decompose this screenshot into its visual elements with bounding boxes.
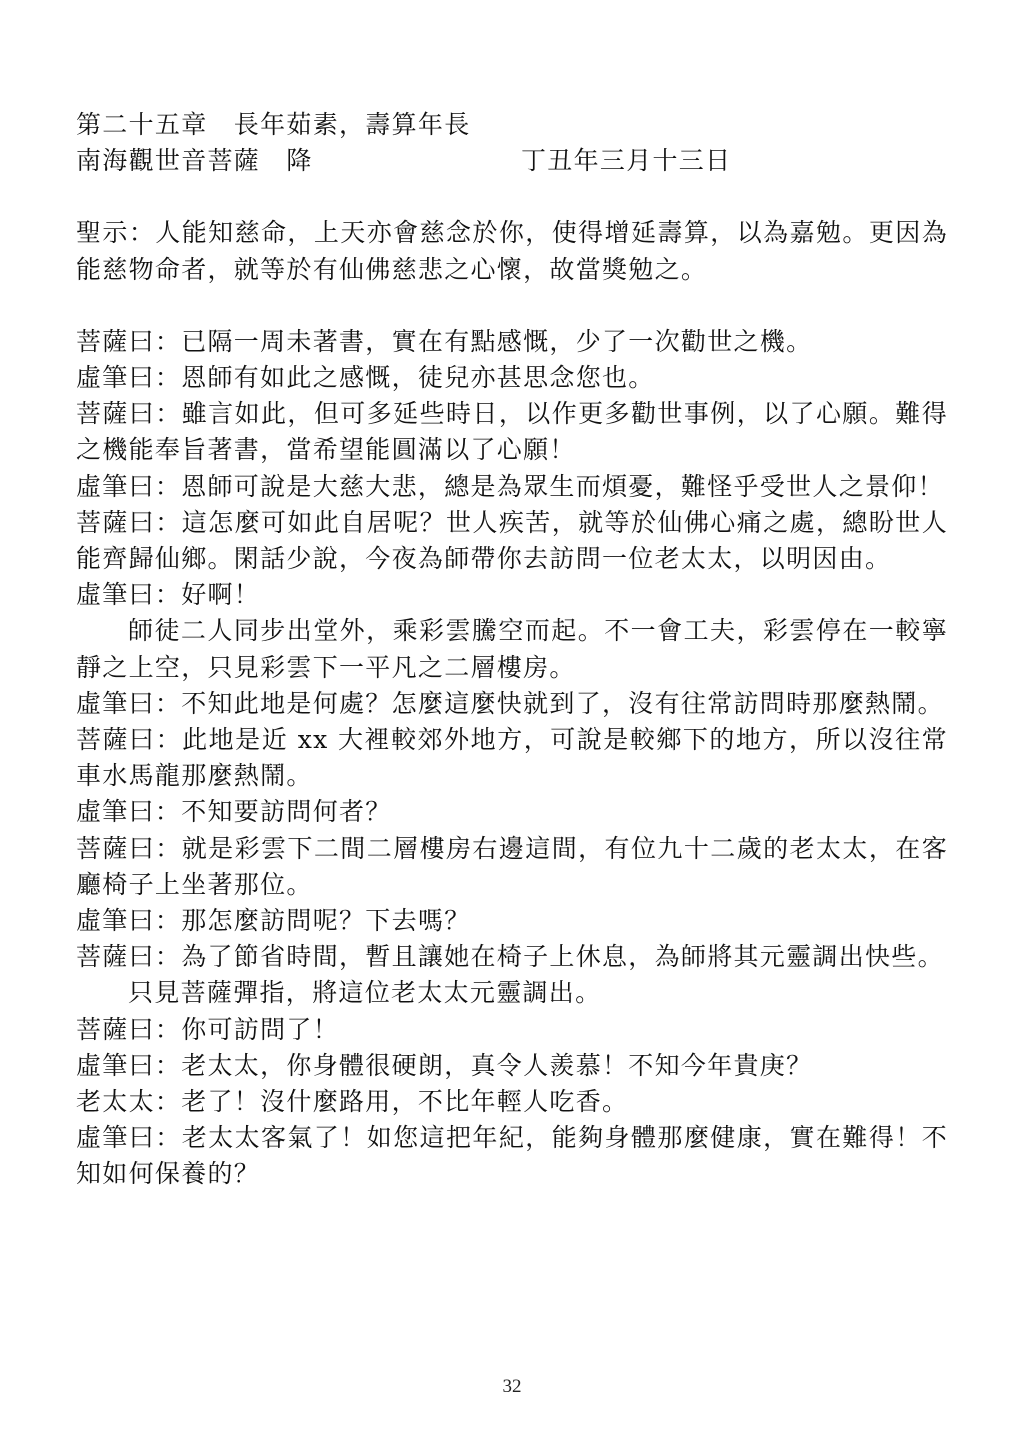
header-row <box>76 143 948 179</box>
paragraph: 虛筆曰：那怎麼訪問呢？下去嗎？ <box>76 906 471 936</box>
deity-name: 南海觀世音菩薩 降 <box>76 146 313 176</box>
paragraph: 菩薩曰：你可訪問了！ <box>76 1014 340 1044</box>
date: 丁丑年三月十三日 <box>521 146 732 176</box>
paragraph: 虛筆曰：不知此地是何處？怎麼這麼快就到了，沒有往常訪問時那麼熱鬧。 <box>76 688 944 718</box>
paragraph: 菩薩曰：此地是近 xx 大裡較郊外地方，可說是較鄉下的地方，所以沒往常車水馬龍那麼熱鬧。 <box>76 725 948 791</box>
spacer <box>76 288 948 324</box>
paragraph: 虛筆曰：老太太客氣了！如您這把年紀，能夠身體那麼健康，實在難得！不知如何保養的？ <box>76 1123 948 1189</box>
paragraph: 虛筆曰：恩師可說是大慈大悲，總是為眾生而煩憂，難怪乎受世人之景仰！ <box>76 471 944 501</box>
narration-paragraph: 只見菩薩彈指，將這位老太太元靈調出。 <box>128 978 602 1008</box>
document-body <box>76 107 948 1193</box>
paragraph: 虛筆曰：不知要訪問何者？ <box>76 797 392 827</box>
paragraph: 虛筆曰：老太太，你身體很硬朗，真令人羨慕！不知今年貴庚？ <box>76 1050 813 1080</box>
paragraph: 虛筆曰：好啊！ <box>76 580 261 610</box>
spacer <box>76 179 948 215</box>
paragraph: 菩薩曰：為了節省時間，暫且讓她在椅子上休息，為師將其元靈調出快些。 <box>76 942 944 972</box>
paragraph: 菩薩曰：這怎麼可如此自居呢？世人疾苦，就等於仙佛心痛之處，總盼世人能齊歸仙鄉。閑話少說，今夜為師帶你去訪問一位老太太，以明因由。 <box>76 507 948 574</box>
paragraph: 老太太：老了！沒什麼路用，不比年輕人吃香。 <box>76 1087 629 1117</box>
page-number: 32 <box>502 1376 522 1397</box>
paragraph: 虛筆曰：恩師有如此之感慨，徒兒亦甚思念您也。 <box>76 363 655 393</box>
paragraph-holy-instruction: 聖示：人能知慈命，上天亦會慈念於你，使得增延壽算，以為嘉勉。更因為能慈物命者，就等於有仙佛慈悲之心懷，故當獎勉之。 <box>76 218 948 284</box>
paragraph: 菩薩曰：已隔一周未著書，實在有點感慨，少了一次勸世之機。 <box>76 326 813 356</box>
narration-paragraph: 師徒二人同步出堂外，乘彩雲騰空而起。不一會工夫，彩雲停在一較寧靜之上空，只見彩雲下一平凡之二層樓房。 <box>76 616 948 682</box>
paragraph: 菩薩曰：就是彩雲下二間二層樓房右邊這間，有位九十二歲的老太太，在客廳椅子上坐著那位。 <box>76 833 948 899</box>
paragraph: 菩薩曰：雖言如此，但可多延些時日，以作更多勸世事例，以了心願。難得之機能奉旨著書，當希望能圓滿以了心願！ <box>76 399 948 465</box>
chapter-title: 第二十五章 長年茹素，壽算年長 <box>76 110 471 139</box>
